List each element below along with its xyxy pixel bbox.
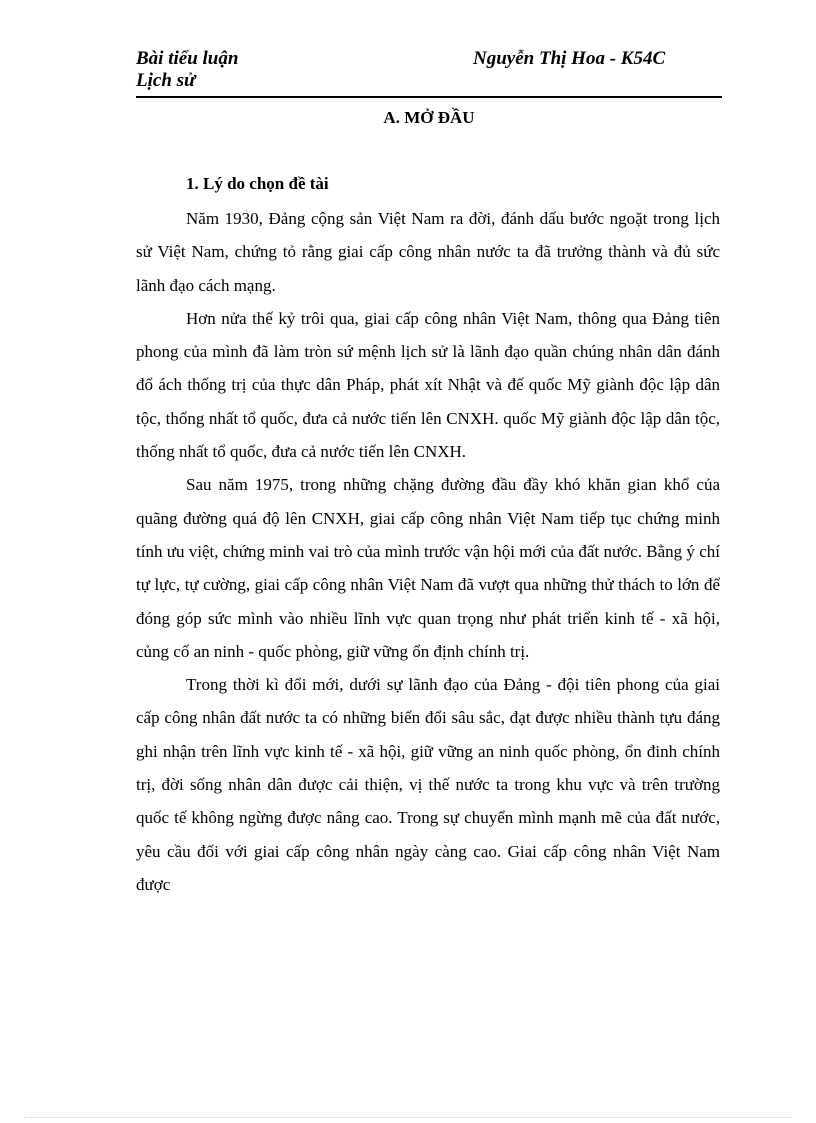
- paragraph-1: Năm 1930, Đảng cộng sản Việt Nam ra đời, đánh dấu bước ngoặt trong lịch sử Việt Nam, chứng tỏ rằng giai cấp công nhân nước ta đã trưởng thành và đủ sức lãnh đạo cách mạng.: [136, 209, 720, 295]
- page-header: [136, 48, 722, 98]
- header-subject: Lịch sử: [136, 70, 196, 91]
- header-course-title: Bài tiểu luận: [136, 48, 239, 69]
- subsection-title: 1. Lý do chọn đề tài: [186, 174, 329, 193]
- paragraph-4: Trong thời kì đổi mới, dưới sự lãnh đạo của Đảng - đội tiên phong của giai cấp công nhân đất nước ta có những biến đổi sâu sắc, đạt được nhiều thành tựu đáng ghi nhận trên lĩnh vực kinh tế - xã hội, giữ vững an ninh quốc phòng, ổn đinh chính trị, đời sống nhân dân được cải thiện, vị thế nước ta trong khu vực và trên trường quốc tế không ngừng được nâng cao. Trong sự chuyển mình mạnh mẽ của đất nước, yêu cầu đối với giai cấp công nhân ngày càng cao. Giai cấp công nhân Việt Nam được: [136, 675, 720, 894]
- section-title: A. MỞ ĐẦU: [383, 108, 475, 127]
- paragraph-2: Hơn nửa thế kỷ trôi qua, giai cấp công nhân Việt Nam, thông qua Đảng tiên phong của mình đã làm tròn sứ mệnh lịch sử là lãnh đạo quần chúng nhân dân đánh đổ ách thống trị của thực dân Pháp, phát xít Nhật và đế quốc Mỹ giành độc lập dân tộc, thống nhất tổ quốc, đưa cả nước tiến lên CNXH. quốc Mỹ giành độc lập dân tộc, thống nhất tổ quốc, đưa cả nước tiến lên CNXH.: [136, 308, 720, 462]
- page-bottom-divider: [24, 1117, 792, 1118]
- header-author: Nguyễn Thị Hoa - K54C: [473, 48, 666, 69]
- header-left: [136, 48, 238, 92]
- document-body: [136, 202, 720, 901]
- paragraph-3: Sau năm 1975, trong những chặng đường đầu đầy khó khăn gian khổ của quãng đường quá độ lên CNXH, giai cấp công nhân Việt Nam tiếp tục chứng minh tính ưu việt, chứng minh vai trò của mình trước vận hội mới của đất nước. Bằng ý chí tự lực, tự cường, giai cấp công nhân Việt Nam đã vượt qua những thử thách to lớn để đóng góp sức mình vào nhiều lĩnh vực quan trọng như phát triển kinh tế - xã hội, củng cố an ninh - quốc phòng, giữ vững ổn định chính trị.: [136, 475, 720, 661]
